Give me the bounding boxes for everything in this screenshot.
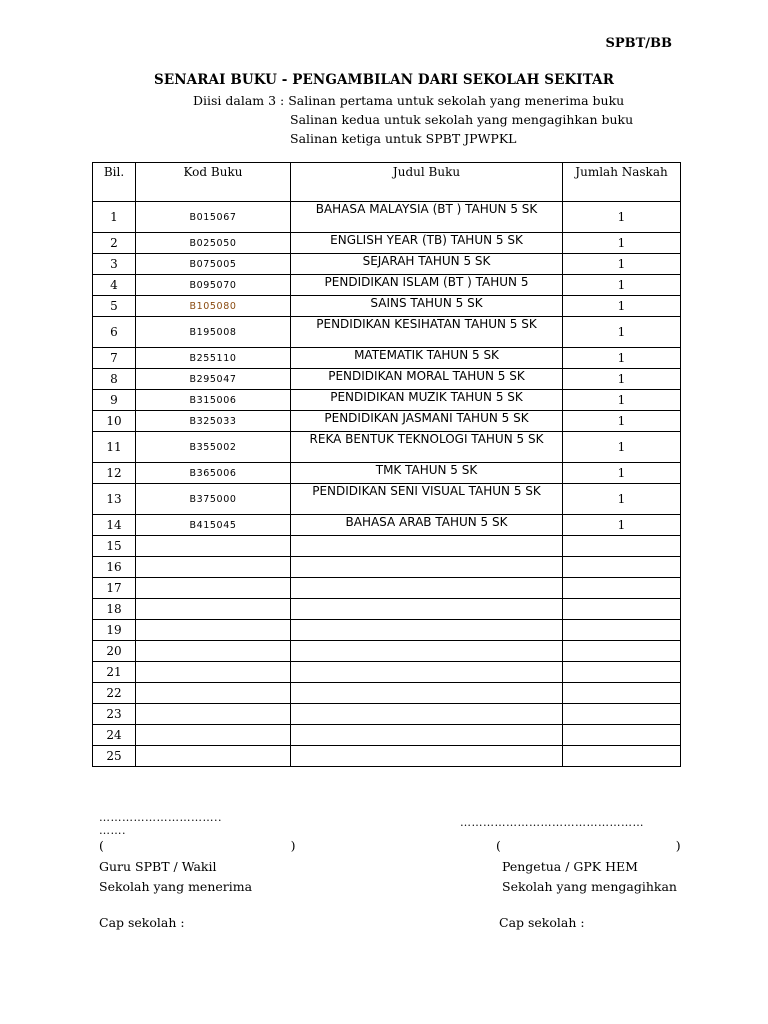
cell-kod-buku: B355002 bbox=[136, 432, 291, 463]
table-row bbox=[93, 411, 681, 432]
school-right: Sekolah yang mengagihkan bbox=[502, 879, 677, 894]
cell-bil: 4 bbox=[93, 275, 136, 296]
cell-kod-buku: B095070 bbox=[136, 275, 291, 296]
signature-line-left: ………………………….. bbox=[99, 811, 222, 824]
cell-judul-buku: PENDIDIKAN SENI VISUAL TAHUN 5 SK bbox=[291, 484, 563, 515]
cell-kod-buku: B325033 bbox=[136, 411, 291, 432]
cell-kod-buku bbox=[136, 662, 291, 683]
table-header-row bbox=[93, 163, 681, 202]
table-row bbox=[93, 662, 681, 683]
table-row bbox=[93, 202, 681, 233]
cell-kod-buku: B025050 bbox=[136, 233, 291, 254]
cell-judul-buku bbox=[291, 704, 563, 725]
cell-jumlah-naskah: 1 bbox=[563, 484, 681, 515]
cell-judul-buku bbox=[291, 746, 563, 767]
cell-kod-buku: B375000 bbox=[136, 484, 291, 515]
cell-kod-buku: B365006 bbox=[136, 463, 291, 484]
table-row bbox=[93, 725, 681, 746]
cell-judul-buku: PENDIDIKAN KESIHATAN TAHUN 5 SK bbox=[291, 317, 563, 348]
cell-jumlah-naskah bbox=[563, 641, 681, 662]
cell-judul-buku: PENDIDIKAN MORAL TAHUN 5 SK bbox=[291, 369, 563, 390]
table-row bbox=[93, 641, 681, 662]
cell-jumlah-naskah: 1 bbox=[563, 463, 681, 484]
cell-kod-buku bbox=[136, 683, 291, 704]
cell-jumlah-naskah: 1 bbox=[563, 348, 681, 369]
cell-judul-buku: PENDIDIKAN JASMANI TAHUN 5 SK bbox=[291, 411, 563, 432]
cell-judul-buku bbox=[291, 620, 563, 641]
cell-judul-buku bbox=[291, 725, 563, 746]
cell-jumlah-naskah bbox=[563, 599, 681, 620]
cell-kod-buku bbox=[136, 599, 291, 620]
cell-kod-buku: B295047 bbox=[136, 369, 291, 390]
table-row bbox=[93, 233, 681, 254]
cell-kod-buku: B015067 bbox=[136, 202, 291, 233]
cell-judul-buku bbox=[291, 578, 563, 599]
table-row bbox=[93, 463, 681, 484]
cell-jumlah-naskah bbox=[563, 536, 681, 557]
cell-bil: 2 bbox=[93, 233, 136, 254]
cell-jumlah-naskah: 1 bbox=[563, 296, 681, 317]
cell-bil: 19 bbox=[93, 620, 136, 641]
column-header-judul-buku: Judul Buku bbox=[291, 163, 563, 202]
cell-jumlah-naskah: 1 bbox=[563, 390, 681, 411]
document-title: SENARAI BUKU - PENGAMBILAN DARI SEKOLAH SEKITAR bbox=[153, 72, 615, 88]
table-row bbox=[93, 746, 681, 767]
instruction-line-3: Salinan ketiga untuk SPBT JPWPKL bbox=[290, 131, 517, 146]
table-row bbox=[93, 317, 681, 348]
cell-bil: 22 bbox=[93, 683, 136, 704]
name-bracket-left: ( ) bbox=[99, 838, 296, 853]
cell-jumlah-naskah: 1 bbox=[563, 202, 681, 233]
cell-jumlah-naskah: 1 bbox=[563, 432, 681, 463]
cell-judul-buku bbox=[291, 557, 563, 578]
cell-bil: 11 bbox=[93, 432, 136, 463]
cell-bil: 7 bbox=[93, 348, 136, 369]
cell-judul-buku: SAINS TAHUN 5 SK bbox=[291, 296, 563, 317]
cell-bil: 18 bbox=[93, 599, 136, 620]
table-row bbox=[93, 275, 681, 296]
cell-jumlah-naskah bbox=[563, 557, 681, 578]
cell-bil: 14 bbox=[93, 515, 136, 536]
cell-judul-buku bbox=[291, 536, 563, 557]
cell-judul-buku bbox=[291, 641, 563, 662]
signature-right bbox=[460, 813, 644, 832]
table-row bbox=[93, 484, 681, 515]
table-row bbox=[93, 254, 681, 275]
cell-judul-buku: BAHASA MALAYSIA (BT ) TAHUN 5 SK bbox=[291, 202, 563, 233]
cell-bil: 5 bbox=[93, 296, 136, 317]
cell-kod-buku bbox=[136, 578, 291, 599]
signature-line-right: ………………………………………… bbox=[460, 816, 644, 829]
form-code: SPBT/BB bbox=[605, 36, 672, 51]
table-row bbox=[93, 348, 681, 369]
cell-bil: 15 bbox=[93, 536, 136, 557]
table-row bbox=[93, 578, 681, 599]
cell-jumlah-naskah bbox=[563, 725, 681, 746]
table-row bbox=[93, 296, 681, 317]
cell-kod-buku: B105080 bbox=[136, 296, 291, 317]
cell-jumlah-naskah: 1 bbox=[563, 515, 681, 536]
cell-kod-buku: B255110 bbox=[136, 348, 291, 369]
cell-jumlah-naskah bbox=[563, 620, 681, 641]
cell-jumlah-naskah bbox=[563, 683, 681, 704]
cell-bil: 20 bbox=[93, 641, 136, 662]
table-row bbox=[93, 390, 681, 411]
cell-bil: 12 bbox=[93, 463, 136, 484]
table-row bbox=[93, 599, 681, 620]
cell-bil: 13 bbox=[93, 484, 136, 515]
cell-judul-buku: PENDIDIKAN ISLAM (BT ) TAHUN 5 bbox=[291, 275, 563, 296]
cell-kod-buku bbox=[136, 620, 291, 641]
cell-judul-buku: TMK TAHUN 5 SK bbox=[291, 463, 563, 484]
table-body bbox=[93, 202, 681, 767]
cell-bil: 3 bbox=[93, 254, 136, 275]
role-left: Guru SPBT / Wakil bbox=[99, 859, 217, 874]
stamp-left: Cap sekolah : bbox=[99, 915, 185, 930]
cell-judul-buku: ENGLISH YEAR (TB) TAHUN 5 SK bbox=[291, 233, 563, 254]
book-list-table bbox=[92, 162, 681, 767]
column-header-kod-buku: Kod Buku bbox=[136, 163, 291, 202]
cell-jumlah-naskah: 1 bbox=[563, 411, 681, 432]
cell-bil: 9 bbox=[93, 390, 136, 411]
role-right: Pengetua / GPK HEM bbox=[502, 859, 638, 874]
instruction-line-1: Diisi dalam 3 : Salinan pertama untuk sekolah yang menerima buku bbox=[193, 93, 625, 108]
cell-bil: 10 bbox=[93, 411, 136, 432]
cell-judul-buku: SEJARAH TAHUN 5 SK bbox=[291, 254, 563, 275]
cell-bil: 8 bbox=[93, 369, 136, 390]
cell-kod-buku: B075005 bbox=[136, 254, 291, 275]
cell-judul-buku bbox=[291, 599, 563, 620]
table-row bbox=[93, 704, 681, 725]
column-header-bil: Bil. bbox=[93, 163, 136, 202]
signature-line-left-cont: ……. bbox=[99, 824, 126, 837]
column-header-jumlah-naskah: Jumlah Naskah bbox=[563, 163, 681, 202]
cell-kod-buku: B315006 bbox=[136, 390, 291, 411]
cell-judul-buku bbox=[291, 683, 563, 704]
name-bracket-right: ( ) bbox=[496, 838, 681, 853]
cell-bil: 23 bbox=[93, 704, 136, 725]
table-row bbox=[93, 557, 681, 578]
instructions bbox=[193, 91, 633, 148]
cell-kod-buku bbox=[136, 536, 291, 557]
cell-kod-buku: B415045 bbox=[136, 515, 291, 536]
cell-jumlah-naskah: 1 bbox=[563, 369, 681, 390]
cell-jumlah-naskah: 1 bbox=[563, 233, 681, 254]
table-row bbox=[93, 683, 681, 704]
cell-bil: 25 bbox=[93, 746, 136, 767]
cell-judul-buku: PENDIDIKAN MUZIK TAHUN 5 SK bbox=[291, 390, 563, 411]
cell-jumlah-naskah bbox=[563, 746, 681, 767]
cell-jumlah-naskah: 1 bbox=[563, 254, 681, 275]
cell-kod-buku bbox=[136, 641, 291, 662]
table-row bbox=[93, 432, 681, 463]
cell-kod-buku bbox=[136, 725, 291, 746]
cell-jumlah-naskah: 1 bbox=[563, 275, 681, 296]
cell-jumlah-naskah: 1 bbox=[563, 317, 681, 348]
cell-kod-buku bbox=[136, 557, 291, 578]
cell-judul-buku bbox=[291, 662, 563, 683]
cell-jumlah-naskah bbox=[563, 578, 681, 599]
cell-kod-buku bbox=[136, 704, 291, 725]
cell-judul-buku: REKA BENTUK TEKNOLOGI TAHUN 5 SK bbox=[291, 432, 563, 463]
cell-bil: 17 bbox=[93, 578, 136, 599]
cell-bil: 24 bbox=[93, 725, 136, 746]
cell-jumlah-naskah bbox=[563, 704, 681, 725]
cell-kod-buku bbox=[136, 746, 291, 767]
cell-bil: 21 bbox=[93, 662, 136, 683]
cell-judul-buku: MATEMATIK TAHUN 5 SK bbox=[291, 348, 563, 369]
cell-judul-buku: BAHASA ARAB TAHUN 5 SK bbox=[291, 515, 563, 536]
school-left: Sekolah yang menerima bbox=[99, 879, 253, 894]
cell-jumlah-naskah bbox=[563, 662, 681, 683]
cell-kod-buku: B195008 bbox=[136, 317, 291, 348]
table-row bbox=[93, 515, 681, 536]
instruction-line-2: Salinan kedua untuk sekolah yang mengagihkan buku bbox=[290, 112, 634, 127]
stamp-right: Cap sekolah : bbox=[499, 915, 585, 930]
table-row bbox=[93, 536, 681, 557]
table-row bbox=[93, 620, 681, 641]
cell-bil: 6 bbox=[93, 317, 136, 348]
table-row bbox=[93, 369, 681, 390]
cell-bil: 16 bbox=[93, 557, 136, 578]
cell-bil: 1 bbox=[93, 202, 136, 233]
